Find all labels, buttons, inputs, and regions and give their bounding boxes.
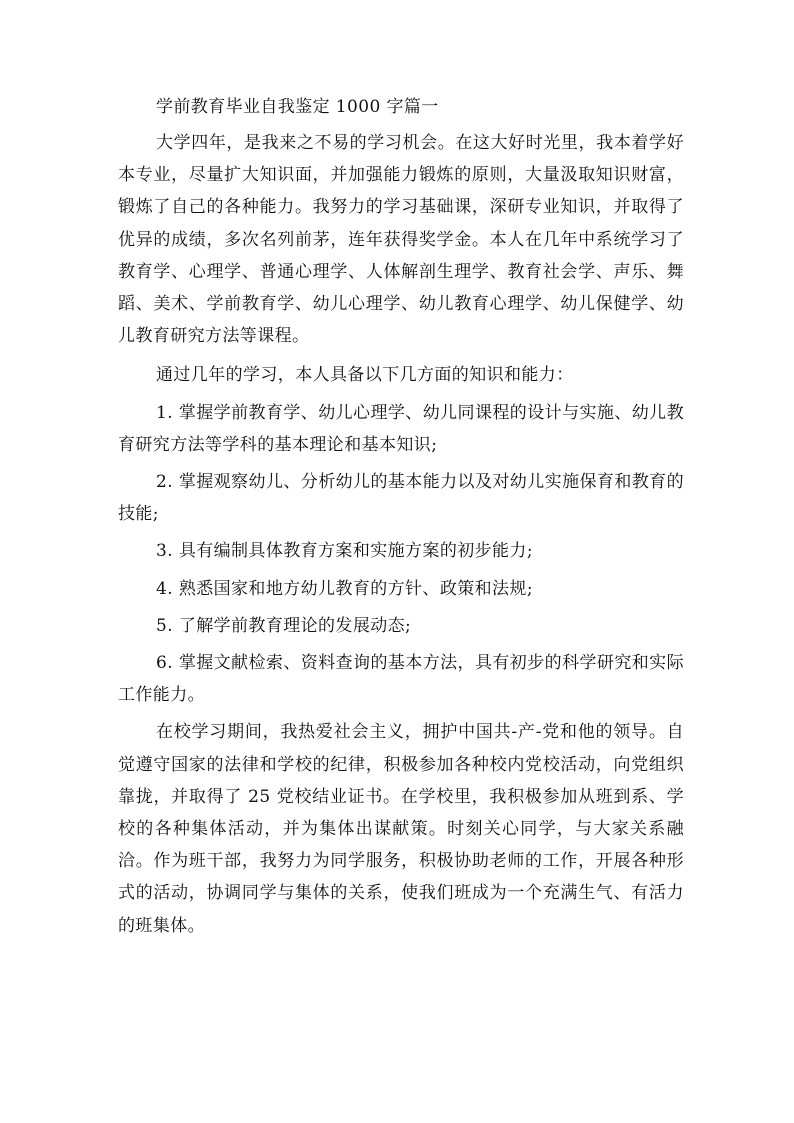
- list-item-4: 4. 熟悉国家和地方幼儿教育的方针、政策和法规;: [156, 578, 533, 599]
- document-body: [118, 92, 684, 949]
- paragraph-abilities-heading: 通过几年的学习，本人具备以下几方面的知识和能力：: [156, 365, 574, 386]
- paragraph-campus-life: 在校学习期间，我热爱社会主义，拥护中国共-产-党和他的领导。自觉遵守国家的法律和学校的纪律，积极参加各种校内党校活动，向党组织靠拢，并取得了 25 党校结业证书。在学校里，我积极参加从班到系、学校的各种集体活动，并为集体出谋献策。时刻关心同学，与大家关系融洽。作为班干部，我努力为同学服务，积极协助老师的工作，开展各种形式的活动，协调同学与集体的关系，使我们班成为一个充满生气、有活力的班集体。: [118, 722, 684, 936]
- list-item-3: 3. 具有编制具体教育方案和实施方案的初步能力;: [156, 541, 533, 562]
- list-item-6: 6. 掌握文献检索、资料查询的基本方法，具有初步的科学研究和实际工作能力。: [118, 653, 684, 706]
- document-title: 学前教育毕业自我鉴定 1000 字篇一: [156, 97, 439, 117]
- list-item-2: 2. 掌握观察幼儿、分析幼儿的基本能力以及对幼儿实施保育和教育的技能;: [118, 472, 684, 525]
- list-item-1: 1. 掌握学前教育学、幼儿心理学、幼儿同课程的设计与实施、幼儿教育研究方法等学科的基本理论和基本知识;: [118, 402, 684, 455]
- list-item-5: 5. 了解学前教育理论的发展动态;: [156, 615, 412, 636]
- paragraph-intro: 大学四年，是我来之不易的学习机会。在这大好时光里，我本着学好本专业，尽量扩大知识面，并加强能力锻炼的原则，大量汲取知识财富，锻炼了自己的各种能力。我努力的学习基础课，深研专业知识，并取得了优异的成绩，多次名列前茅，连年获得奖学金。本人在几年中系统学习了教育学、心理学、普通心理学、人体解剖生理学、教育社会学、声乐、舞蹈、美术、学前教育学、幼儿心理学、幼儿教育心理学、幼儿保健学、幼儿教育研究方法等课程。: [118, 133, 684, 347]
